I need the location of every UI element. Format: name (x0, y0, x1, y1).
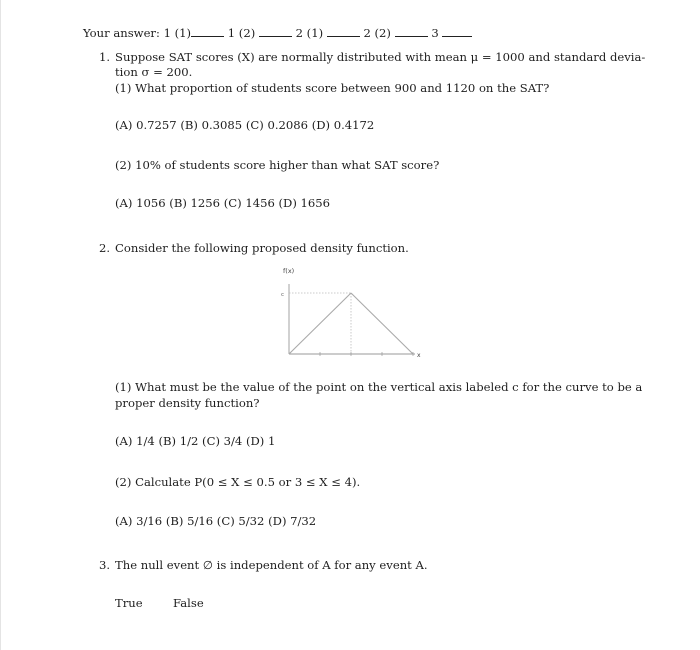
q1-part2-question: (2) 10% of students score higher than what SAT score? (115, 158, 440, 172)
graph-y-label: f(x) (283, 267, 295, 275)
q3-stem: The null event ∅ is independent of A for any event A. (115, 558, 428, 572)
q1-stem-line1: Suppose SAT scores (X) are normally distributed with mean μ = 1000 and standard devia- (115, 50, 646, 64)
q2-part1-options: (A) 1/4 (B) 1/2 (C) 3/4 (D) 1 (115, 434, 276, 448)
q2-part2-options: (A) 3/16 (B) 5/16 (C) 5/32 (D) 7/32 (115, 514, 317, 528)
answer-slot-1-2: 1 (2) (227, 26, 256, 40)
q1-stem-line2: tion σ = 200. (115, 65, 193, 79)
graph-rising-edge (289, 293, 351, 354)
q2-stem: Consider the following proposed density function. (115, 241, 409, 255)
answer-slot-2-2: 2 (2) (363, 26, 391, 40)
q3-option-false[interactable]: False (173, 596, 204, 610)
answer-prefix: Your answer: (83, 26, 160, 40)
density-function-graph (277, 262, 427, 372)
q2-part1-question-line2: proper density function? (115, 396, 260, 410)
q2-part1-question-line1: (1) What must be the value of the point on the vertical axis labeled c for the curve to be a (115, 380, 643, 394)
q1-part1-options: (A) 0.7257 (B) 0.3085 (C) 0.2086 (D) 0.4172 (115, 118, 375, 132)
answer-slot-3: 3 (431, 26, 439, 40)
graph-falling-edge (351, 293, 413, 354)
q3-option-true[interactable]: True (115, 596, 143, 610)
q2-part2-question: (2) Calculate P(0 ≤ X ≤ 0.5 or 3 ≤ X ≤ 4). (115, 475, 361, 489)
q2-number: 2. (99, 241, 111, 255)
graph-x-label: x (417, 352, 421, 359)
answer-header (83, 25, 472, 41)
q1-part2-options: (A) 1056 (B) 1256 (C) 1456 (D) 1656 (115, 196, 331, 210)
answer-blank-2-2[interactable] (395, 25, 428, 37)
answer-blank-2-1[interactable] (327, 25, 360, 37)
q1-part1-question: (1) What proportion of students score between 900 and 1120 on the SAT? (115, 81, 550, 95)
answer-blank-3[interactable] (442, 25, 472, 37)
answer-blank-1-1[interactable] (191, 25, 224, 37)
q1-number: 1. (99, 50, 111, 64)
q3-number: 3. (99, 558, 111, 572)
answer-blank-1-2[interactable] (259, 25, 292, 37)
graph-c-label: c (281, 292, 285, 298)
answer-slot-2-1: 2 (1) (295, 26, 324, 40)
answer-slot-1-1: 1 (1) (163, 26, 192, 40)
